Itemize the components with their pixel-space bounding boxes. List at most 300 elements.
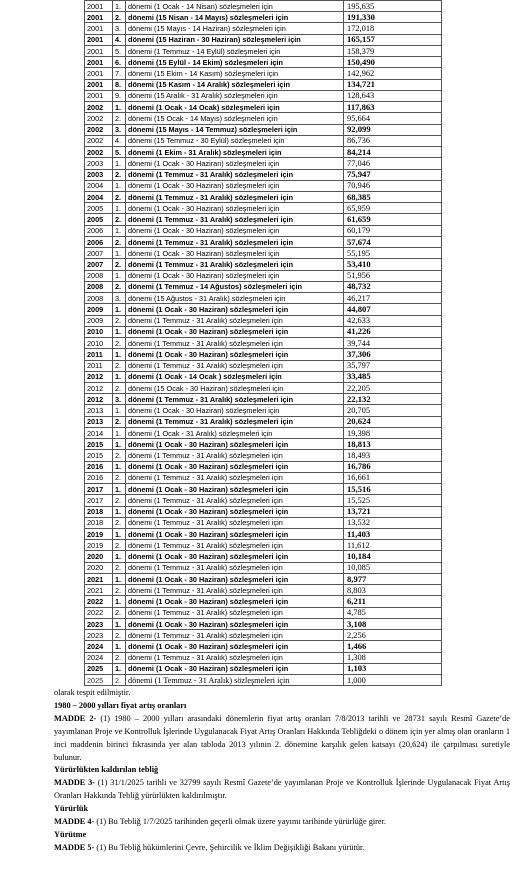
- description-cell: dönemi (1 Temmuz - 31 Aralık) sözleşmeleri için: [126, 360, 344, 371]
- year-cell: 2011: [85, 360, 113, 371]
- period-cell: 4.: [113, 34, 126, 45]
- value-cell: 35,797: [344, 360, 442, 371]
- description-cell: dönemi (1 Temmuz - 31 Aralık) sözleşmeleri için: [126, 607, 344, 618]
- table-row: [85, 663, 442, 674]
- description-cell: dönemi (15 Haziran - 30 Haziran) sözleşmeleri için: [126, 34, 344, 45]
- description-cell: dönemi (15 Temmuz - 30 Eylül) sözleşmeleri için: [126, 135, 344, 146]
- description-cell: dönemi (1 Temmuz - 31 Aralık) sözleşmeleri için: [126, 450, 344, 461]
- table-row: [85, 236, 442, 247]
- period-cell: 2.: [113, 416, 126, 427]
- heading-effective: Yürürlük: [54, 804, 89, 814]
- value-cell: 41,226: [344, 326, 442, 337]
- article-4-body: (1) Bu Tebliğ 1/7/2025 tarihinden geçerli olmak üzere yayımı tarihinde yürürlüğe girer.: [94, 817, 386, 827]
- value-cell: 61,659: [344, 214, 442, 225]
- value-cell: 11,403: [344, 529, 442, 540]
- value-cell: 18,493: [344, 450, 442, 461]
- year-cell: 2003: [85, 169, 113, 180]
- article-5-body: (1) Bu Tebliğ hükümlerini Çevre, Şehircilik ve İklim Değişikliği Bakanı yürütür.: [94, 842, 365, 852]
- value-cell: 51,956: [344, 270, 442, 281]
- period-cell: 1.: [113, 641, 126, 652]
- year-cell: 2017: [85, 484, 113, 495]
- period-cell: 1.: [113, 663, 126, 674]
- table-row: [85, 439, 442, 450]
- period-cell: 1.: [113, 203, 126, 214]
- year-cell: 2008: [85, 270, 113, 281]
- table-row: [85, 293, 442, 304]
- year-cell: 2001: [85, 23, 113, 34]
- year-cell: 2008: [85, 281, 113, 292]
- table-row: [85, 405, 442, 416]
- value-cell: 19,398: [344, 427, 442, 438]
- year-cell: 2021: [85, 573, 113, 584]
- table-row: [85, 12, 442, 23]
- table-row: [85, 450, 442, 461]
- value-cell: 4,785: [344, 607, 442, 618]
- table-row: [85, 562, 442, 573]
- description-cell: dönemi (1 Ocak - 30 Haziran) sözleşmeleri için: [126, 461, 344, 472]
- table-row: [85, 360, 442, 371]
- description-cell: dönemi (1 Ocak - 30 Haziran) sözleşmeleri için: [126, 405, 344, 416]
- year-cell: 2024: [85, 641, 113, 652]
- description-cell: dönemi (1 Ocak - 30 Haziran) sözleşmeleri için: [126, 304, 344, 315]
- value-cell: 195,635: [344, 1, 442, 12]
- value-cell: 10,184: [344, 551, 442, 562]
- table-row: [85, 68, 442, 79]
- table-row: [85, 517, 442, 528]
- table-row: [85, 371, 442, 382]
- table-row: [85, 34, 442, 45]
- table-row: [85, 270, 442, 281]
- year-cell: 2005: [85, 203, 113, 214]
- period-cell: 3.: [113, 394, 126, 405]
- year-cell: 2014: [85, 427, 113, 438]
- period-cell: 2.: [113, 495, 126, 506]
- period-cell: 4.: [113, 135, 126, 146]
- table-row: [85, 618, 442, 629]
- year-cell: 2002: [85, 102, 113, 113]
- year-cell: 2005: [85, 214, 113, 225]
- value-cell: 22,205: [344, 382, 442, 393]
- description-cell: dönemi (1 Ekim - 31 Aralık) sözleşmeleri için: [126, 147, 344, 158]
- year-cell: 2001: [85, 90, 113, 101]
- period-cell: 1.: [113, 405, 126, 416]
- value-cell: 55,195: [344, 248, 442, 259]
- period-cell: 2.: [113, 540, 126, 551]
- table-row: [85, 23, 442, 34]
- table-row: [85, 596, 442, 607]
- description-cell: dönemi (1 Temmuz - 31 Aralık) sözleşmeleri için: [126, 585, 344, 596]
- description-cell: dönemi (1 Temmuz - 31 Aralık) sözleşmeleri için: [126, 562, 344, 573]
- year-cell: 2002: [85, 113, 113, 124]
- description-cell: dönemi (1 Temmuz - 31 Aralık) sözleşmeleri için: [126, 630, 344, 641]
- table-row: [85, 304, 442, 315]
- value-cell: 95,664: [344, 113, 442, 124]
- value-cell: 20,624: [344, 416, 442, 427]
- year-cell: 2001: [85, 12, 113, 23]
- table-row: [85, 495, 442, 506]
- period-cell: 2.: [113, 382, 126, 393]
- value-cell: 8,803: [344, 585, 442, 596]
- period-cell: 1.: [113, 529, 126, 540]
- year-cell: 2007: [85, 259, 113, 270]
- year-cell: 2012: [85, 382, 113, 393]
- value-cell: 1,308: [344, 652, 442, 663]
- heading-repealed: Yürürlükten kaldırılan tebliğ: [54, 765, 159, 775]
- year-cell: 2002: [85, 124, 113, 135]
- description-cell: dönemi (15 Ağustos - 31 Aralık) sözleşmeleri için: [126, 293, 344, 304]
- year-cell: 2019: [85, 529, 113, 540]
- period-cell: 1.: [113, 371, 126, 382]
- value-cell: 22,132: [344, 394, 442, 405]
- period-cell: 8.: [113, 79, 126, 90]
- period-cell: 2.: [113, 338, 126, 349]
- article-3: [54, 777, 510, 803]
- year-cell: 2020: [85, 551, 113, 562]
- value-cell: 10,085: [344, 562, 442, 573]
- description-cell: dönemi (15 Kasım - 14 Aralık) sözleşmeleri için: [126, 79, 344, 90]
- year-cell: 2015: [85, 450, 113, 461]
- period-cell: 2.: [113, 562, 126, 573]
- period-cell: 1.: [113, 573, 126, 584]
- value-cell: 142,962: [344, 68, 442, 79]
- description-cell: dönemi (15 Nisan - 14 Mayıs) sözleşmeleri için: [126, 12, 344, 23]
- value-cell: 15,525: [344, 495, 442, 506]
- period-cell: 1.: [113, 158, 126, 169]
- value-cell: 2,256: [344, 630, 442, 641]
- table-row: [85, 203, 442, 214]
- description-cell: dönemi (1 Temmuz - 31 Aralık) sözleşmeleri için: [126, 338, 344, 349]
- table-row: [85, 326, 442, 337]
- description-cell: dönemi (1 Ocak - 30 Haziran) sözleşmeleri için: [126, 203, 344, 214]
- table-row: [85, 191, 442, 202]
- table-row: [85, 338, 442, 349]
- year-cell: 2022: [85, 607, 113, 618]
- description-cell: dönemi (1 Ocak - 30 Haziran) sözleşmeleri için: [126, 439, 344, 450]
- year-cell: 2018: [85, 506, 113, 517]
- table-row: [85, 180, 442, 191]
- year-cell: 2001: [85, 57, 113, 68]
- description-cell: dönemi (15 Mayıs - 14 Temmuz) sözleşmeleri için: [126, 124, 344, 135]
- value-cell: 68,385: [344, 191, 442, 202]
- value-cell: 13,532: [344, 517, 442, 528]
- value-cell: 8,977: [344, 573, 442, 584]
- period-cell: 2.: [113, 450, 126, 461]
- description-cell: dönemi (1 Ocak - 14 Nisan) sözleşmeleri için: [126, 1, 344, 12]
- value-cell: 158,379: [344, 45, 442, 56]
- article-3-body: (1) 31/1/2025 tarihli ve 32799 sayılı Resmî Gazete’de yayımlanan Proje ve Kontrolluk İşlerinde Uygulanacak Fiyat Artış Oranları Hakkında Tebliğ yürürlükten kaldırılmıştır.: [54, 778, 511, 801]
- table-row: [85, 102, 442, 113]
- description-cell: dönemi (1 Ocak - 14 Ocak) sözleşmeleri için: [126, 102, 344, 113]
- description-cell: dönemi (1 Ocak - 30 Haziran) sözleşmeleri için: [126, 573, 344, 584]
- description-cell: dönemi (1 Temmuz - 31 Aralık) sözleşmeleri için: [126, 517, 344, 528]
- year-cell: 2010: [85, 326, 113, 337]
- description-cell: dönemi (1 Ocak - 14 Ocak ) sözleşmeleri için: [126, 371, 344, 382]
- value-cell: 75,947: [344, 169, 442, 180]
- period-cell: 1.: [113, 1, 126, 12]
- year-cell: 2018: [85, 517, 113, 528]
- value-cell: 70,946: [344, 180, 442, 191]
- period-cell: 2.: [113, 191, 126, 202]
- period-cell: 2.: [113, 214, 126, 225]
- article-2: [54, 713, 510, 765]
- value-cell: 39,744: [344, 338, 442, 349]
- year-cell: 2020: [85, 562, 113, 573]
- table-row: [85, 259, 442, 270]
- value-cell: 191,330: [344, 12, 442, 23]
- value-cell: 6,211: [344, 596, 442, 607]
- value-cell: 117,863: [344, 102, 442, 113]
- value-cell: 1,000: [344, 675, 442, 686]
- table-row: [85, 124, 442, 135]
- table-row: [85, 382, 442, 393]
- description-cell: dönemi (15 Ekim - 14 Kasım) sözleşmeleri için: [126, 68, 344, 79]
- value-cell: 57,674: [344, 236, 442, 247]
- year-cell: 2016: [85, 461, 113, 472]
- period-cell: 1.: [113, 427, 126, 438]
- description-cell: dönemi (15 Ocak - 30 Haziran) sözleşmeleri için: [126, 382, 344, 393]
- description-cell: dönemi (1 Ocak - 30 Haziran) sözleşmeleri için: [126, 270, 344, 281]
- year-cell: 2003: [85, 158, 113, 169]
- price-increase-table: [84, 0, 442, 686]
- description-cell: dönemi (1 Ocak - 30 Haziran) sözleşmeleri için: [126, 506, 344, 517]
- description-cell: dönemi (1 Temmuz - 31 Aralık) sözleşmeleri için: [126, 394, 344, 405]
- period-cell: 9.: [113, 90, 126, 101]
- table-row: [85, 630, 442, 641]
- table-row: [85, 281, 442, 292]
- period-cell: 1.: [113, 551, 126, 562]
- description-cell: dönemi (1 Ocak - 31 Aralık) sözleşmeleri için: [126, 427, 344, 438]
- value-cell: 44,807: [344, 304, 442, 315]
- value-cell: 13,721: [344, 506, 442, 517]
- table-row: [85, 652, 442, 663]
- year-cell: 2016: [85, 472, 113, 483]
- table-row: [85, 506, 442, 517]
- year-cell: 2009: [85, 304, 113, 315]
- period-cell: 2.: [113, 12, 126, 23]
- table-row: [85, 158, 442, 169]
- value-cell: 1,103: [344, 663, 442, 674]
- period-cell: 2.: [113, 169, 126, 180]
- period-cell: 2.: [113, 315, 126, 326]
- value-cell: 128,643: [344, 90, 442, 101]
- table-row: [85, 484, 442, 495]
- value-cell: 33,485: [344, 371, 442, 382]
- period-cell: 3.: [113, 23, 126, 34]
- period-cell: 1.: [113, 439, 126, 450]
- year-cell: 2023: [85, 618, 113, 629]
- value-cell: 1,466: [344, 641, 442, 652]
- period-cell: 1.: [113, 506, 126, 517]
- year-cell: 2023: [85, 630, 113, 641]
- year-cell: 2009: [85, 315, 113, 326]
- description-cell: dönemi (1 Ocak - 30 Haziran) sözleşmeleri için: [126, 349, 344, 360]
- period-cell: 2.: [113, 281, 126, 292]
- value-cell: 77,046: [344, 158, 442, 169]
- year-cell: 2025: [85, 675, 113, 686]
- value-cell: 86,736: [344, 135, 442, 146]
- year-cell: 2025: [85, 663, 113, 674]
- value-cell: 37,306: [344, 349, 442, 360]
- year-cell: 2017: [85, 495, 113, 506]
- value-cell: 11,612: [344, 540, 442, 551]
- value-cell: 172,018: [344, 23, 442, 34]
- description-cell: dönemi (15 Mayıs - 14 Haziran) sözleşmeleri için: [126, 23, 344, 34]
- value-cell: 15,516: [344, 484, 442, 495]
- table-row: [85, 416, 442, 427]
- description-cell: dönemi (1 Ocak - 30 Haziran) sözleşmeleri için: [126, 248, 344, 259]
- period-cell: 1.: [113, 248, 126, 259]
- year-cell: 2001: [85, 79, 113, 90]
- value-cell: 18,813: [344, 439, 442, 450]
- closing-line: olarak tespit edilmiştir.: [54, 688, 131, 697]
- description-cell: dönemi (1 Temmuz - 14 Eylül) sözleşmeleri için: [126, 45, 344, 56]
- period-cell: 1.: [113, 102, 126, 113]
- legal-text: [54, 687, 510, 855]
- description-cell: dönemi (1 Ocak - 30 Haziran) sözleşmeleri için: [126, 529, 344, 540]
- period-cell: 5.: [113, 147, 126, 158]
- description-cell: dönemi (15 Eylül - 14 Ekim) sözleşmeleri için: [126, 57, 344, 68]
- table-row: [85, 551, 442, 562]
- description-cell: dönemi (1 Ocak - 30 Haziran) sözleşmeleri için: [126, 618, 344, 629]
- period-cell: 2.: [113, 472, 126, 483]
- year-cell: 2007: [85, 248, 113, 259]
- period-cell: 2.: [113, 360, 126, 371]
- description-cell: dönemi (1 Ocak - 30 Haziran) sözleşmeleri için: [126, 663, 344, 674]
- period-cell: 2.: [113, 113, 126, 124]
- description-cell: dönemi (1 Ocak - 30 Haziran) sözleşmeleri için: [126, 225, 344, 236]
- table-row: [85, 607, 442, 618]
- period-cell: 1.: [113, 461, 126, 472]
- table-row: [85, 225, 442, 236]
- period-cell: 2.: [113, 607, 126, 618]
- description-cell: dönemi (1 Temmuz - 31 Aralık) sözleşmeleri için: [126, 416, 344, 427]
- table-row: [85, 1, 442, 12]
- value-cell: 165,157: [344, 34, 442, 45]
- table-row: [85, 529, 442, 540]
- value-cell: 48,732: [344, 281, 442, 292]
- value-cell: 42,633: [344, 315, 442, 326]
- description-cell: dönemi (1 Temmuz - 31 Aralık) sözleşmeleri için: [126, 540, 344, 551]
- article-4-label: MADDE 4-: [54, 817, 95, 827]
- table-row: [85, 90, 442, 101]
- year-cell: 2022: [85, 596, 113, 607]
- table-row: [85, 147, 442, 158]
- period-cell: 6.: [113, 57, 126, 68]
- description-cell: dönemi (1 Ocak - 30 Haziran) sözleşmeleri için: [126, 596, 344, 607]
- table-row: [85, 585, 442, 596]
- description-cell: dönemi (1 Temmuz - 31 Aralık) sözleşmeleri için: [126, 675, 344, 686]
- description-cell: dönemi (1 Temmuz - 31 Aralık) sözleşmeleri için: [126, 259, 344, 270]
- year-cell: 2024: [85, 652, 113, 663]
- value-cell: 16,661: [344, 472, 442, 483]
- year-cell: 2011: [85, 349, 113, 360]
- period-cell: 5.: [113, 45, 126, 56]
- article-2-label: MADDE 2-: [54, 713, 97, 723]
- period-cell: 1.: [113, 225, 126, 236]
- period-cell: 3.: [113, 124, 126, 135]
- article-3-label: MADDE 3-: [54, 778, 96, 788]
- year-cell: 2012: [85, 394, 113, 405]
- period-cell: 1.: [113, 349, 126, 360]
- description-cell: dönemi (1 Ocak - 30 Haziran) sözleşmeleri için: [126, 551, 344, 562]
- description-cell: dönemi (1 Temmuz - 31 Aralık) sözleşmeleri için: [126, 191, 344, 202]
- period-cell: 1.: [113, 304, 126, 315]
- value-cell: 20,705: [344, 405, 442, 416]
- description-cell: dönemi (1 Temmuz - 31 Aralık) sözleşmeleri için: [126, 472, 344, 483]
- value-cell: 46,217: [344, 293, 442, 304]
- table-row: [85, 573, 442, 584]
- description-cell: dönemi (15 Ocak - 14 Mayıs) sözleşmeleri için: [126, 113, 344, 124]
- period-cell: 2.: [113, 517, 126, 528]
- period-cell: 1.: [113, 596, 126, 607]
- period-cell: 2.: [113, 652, 126, 663]
- year-cell: 2015: [85, 439, 113, 450]
- article-4: [54, 816, 510, 829]
- description-cell: dönemi (1 Temmuz - 31 Aralık) sözleşmeleri için: [126, 236, 344, 247]
- value-cell: 60,179: [344, 225, 442, 236]
- year-cell: 2006: [85, 225, 113, 236]
- article-5-label: MADDE 5-: [54, 842, 95, 852]
- period-cell: 2.: [113, 585, 126, 596]
- year-cell: 2002: [85, 147, 113, 158]
- table-row: [85, 45, 442, 56]
- table-row: [85, 472, 442, 483]
- year-cell: 2004: [85, 180, 113, 191]
- heading-execution: Yürütme: [54, 829, 87, 839]
- year-cell: 2002: [85, 135, 113, 146]
- period-cell: 1.: [113, 270, 126, 281]
- description-cell: dönemi (1 Temmuz - 31 Aralık) sözleşmeleri için: [126, 169, 344, 180]
- year-cell: 2001: [85, 1, 113, 12]
- value-cell: 150,490: [344, 57, 442, 68]
- period-cell: 7.: [113, 68, 126, 79]
- table-body: [85, 1, 442, 686]
- table-row: [85, 169, 442, 180]
- table-row: [85, 57, 442, 68]
- table-row: [85, 675, 442, 686]
- description-cell: dönemi (1 Ocak - 30 Haziran) sözleşmeleri için: [126, 180, 344, 191]
- table-row: [85, 214, 442, 225]
- period-cell: 1.: [113, 326, 126, 337]
- description-cell: dönemi (1 Ocak - 30 Haziran) sözleşmeleri için: [126, 158, 344, 169]
- value-cell: 92,099: [344, 124, 442, 135]
- value-cell: 84,214: [344, 147, 442, 158]
- period-cell: 2.: [113, 236, 126, 247]
- table-row: [85, 394, 442, 405]
- year-cell: 2001: [85, 68, 113, 79]
- year-cell: 2001: [85, 34, 113, 45]
- value-cell: 65,959: [344, 203, 442, 214]
- year-cell: 2012: [85, 371, 113, 382]
- table-row: [85, 641, 442, 652]
- table-row: [85, 315, 442, 326]
- year-cell: 2010: [85, 338, 113, 349]
- year-cell: 2006: [85, 236, 113, 247]
- value-cell: 53,410: [344, 259, 442, 270]
- year-cell: 2008: [85, 293, 113, 304]
- description-cell: dönemi (1 Temmuz - 31 Aralık) sözleşmeleri için: [126, 652, 344, 663]
- period-cell: 2.: [113, 630, 126, 641]
- article-5: [54, 842, 510, 855]
- year-cell: 2001: [85, 45, 113, 56]
- description-cell: dönemi (1 Ocak - 30 Haziran) sözleşmeleri için: [126, 484, 344, 495]
- table-row: [85, 79, 442, 90]
- year-cell: 2021: [85, 585, 113, 596]
- description-cell: dönemi (1 Temmuz - 31 Aralık) sözleşmeleri için: [126, 495, 344, 506]
- article-2-body: (1) 1980 – 2000 yılları arasındaki dönemlerin fiyat artış oranları 7/8/2013 tarihli ve 28731 sayılı Resmî Gazete’de yayımlanan Proje ve Kontrolluk İşlerinde Uygulanacak Fiyat Artış Oranları Hakkında Tebliğdeki o dönem için yer almış olan oranların 1 inci maddenin birinci fıkrasında yer alan tabloda 2013 yılının 2. dönemine karşılık gelen katsayı (20,624) ile çarpılması suretiyle bulunur.: [54, 713, 510, 762]
- table-row: [85, 540, 442, 551]
- period-cell: 2.: [113, 675, 126, 686]
